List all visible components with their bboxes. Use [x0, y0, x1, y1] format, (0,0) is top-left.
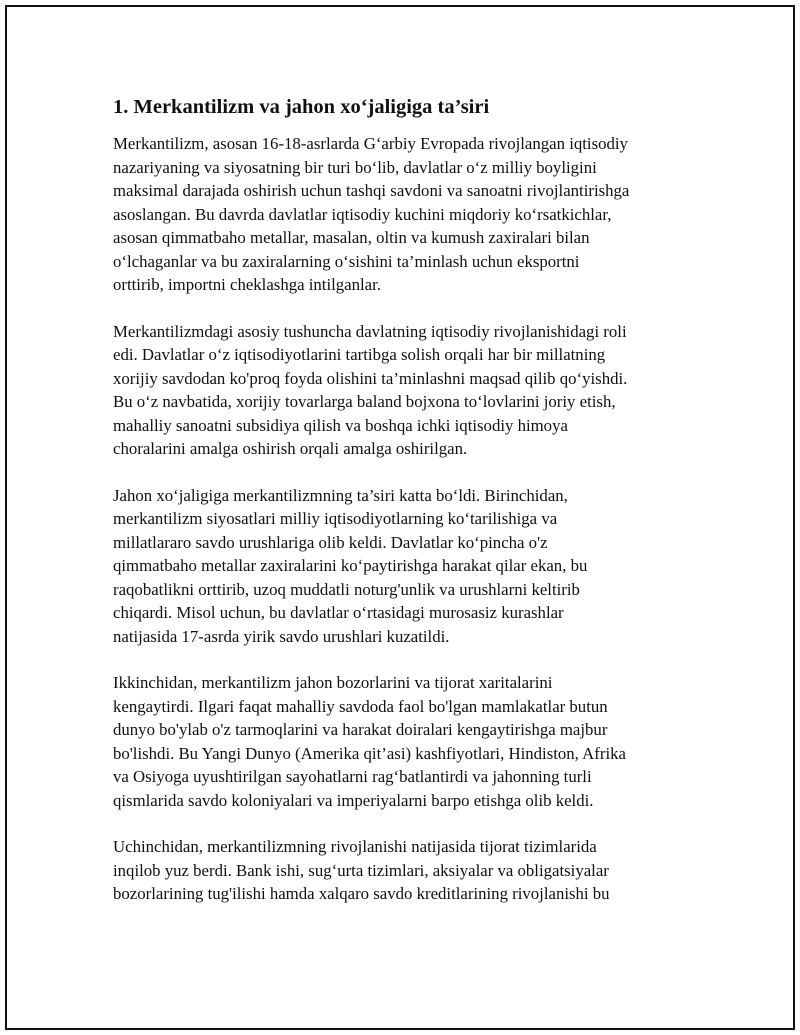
- paragraph-container: [113, 132, 713, 906]
- text-line: natijasida 17-asrda yirik savdo urushlari kuzatildi.: [113, 626, 450, 646]
- text-line: Bu o‘z navbatida, xorijiy tovarlarga baland bojxona to‘lovlarini joriy etish,: [113, 392, 616, 411]
- text-line: dunyo bo'ylab o'z tarmoqlarini va harakat doiralari kengaytirishga majbur: [113, 720, 608, 739]
- text-line: Uchinchidan, merkantilizmning rivojlanishi natijasida tijorat tizimlarida: [113, 837, 597, 856]
- text-line: Merkantilizm, asosan 16-18-asrlarda G‘arbiy Evropada rivojlangan iqtisodiy: [113, 134, 628, 153]
- text-line: chiqardi. Misol uchun, bu davlatlar o‘rtasidagi murosasiz kurashlar: [113, 603, 564, 622]
- text-line: inqilob yuz berdi. Bank ishi, sug‘urta tizimlari, aksiyalar va obligatsiyalar: [113, 860, 609, 880]
- text-line: kengaytirdi. Ilgari faqat mahalliy savdoda faol bo'lgan mamlakatlar butun: [113, 696, 608, 716]
- text-line: bozorlarining tug'ilishi hamda xalqaro savdo kreditlarining rivojlanishi bu: [113, 884, 610, 903]
- text-line: qimmatbaho metallar zaxiralarini ko‘paytirishga harakat qilar ekan, bu: [113, 556, 588, 575]
- paragraph: [113, 320, 713, 461]
- text-line: nazariyaning va siyosatning bir turi bo‘lib, davlatlar o‘z milliy boyligini: [113, 157, 597, 177]
- text-line: maksimal darajada oshirish uchun tashqi savdoni va sanoatni rivojlantirishga: [113, 181, 630, 200]
- paragraph: [113, 835, 713, 906]
- text-line: Ikkinchidan, merkantilizm jahon bozorlarini va tijorat xaritalarini: [113, 673, 553, 692]
- paragraph: [113, 671, 713, 812]
- text-line: merkantilizm siyosatlari milliy iqtisodiyotlarning ko‘tarilishiga va: [113, 509, 558, 528]
- text-line: qismlarida savdo koloniyalari va imperiyalarni barpo etishga olib keldi.: [113, 790, 594, 810]
- text-line: millatlararo savdo urushlariga olib keldi. Davlatlar ko‘pincha o'z: [113, 532, 548, 552]
- text-line: asosan qimmatbaho metallar, masalan, oltin va kumush zaxiralari bilan: [113, 228, 590, 247]
- text-line: edi. Davlatlar o‘z iqtisodiyotlarini tartibga solish orqali har bir millatning: [113, 345, 606, 364]
- text-line: mahalliy sanoatni subsidiya qilish va boshqa ichki iqtisodiy himoya: [113, 415, 568, 435]
- text-line: o‘lchaganlar va bu zaxiralarning o‘sishini ta’minlash uchun eksportni: [113, 251, 580, 271]
- text-line: bo'lishdi. Bu Yangi Dunyo (Amerika qit’asi) kashfiyotlari, Hindiston, Afrika: [113, 743, 626, 763]
- text-line: choralarini amalga oshirish orqali amalga oshirilgan.: [113, 439, 468, 458]
- text-line: xorijiy savdodan ko'proq foyda olishini ta’minlashni maqsad qilib qo‘yishdi.: [113, 368, 628, 388]
- text-line: asoslangan. Bu davrda davlatlar iqtisodiy kuchini miqdoriy ko‘rsatkichlar,: [113, 204, 612, 224]
- text-line: Merkantilizmdagi asosiy tushuncha davlatning iqtisodiy rivojlanishidagi roli: [113, 321, 627, 341]
- text-line: raqobatlikni orttirib, uzoq muddatli noturg'unlik va urushlarni keltirib: [113, 579, 580, 599]
- text-line: orttirib, importni cheklashga intilganlar.: [113, 275, 381, 294]
- section-heading: 1. Merkantilizm va jahon xo‘jaligiga ta’siri: [113, 96, 490, 118]
- text-line: Jahon xo‘jaligiga merkantilizmning ta’siri katta bo‘ldi. Birinchidan,: [113, 485, 568, 505]
- paragraph: [113, 132, 713, 297]
- paragraph: [113, 484, 713, 649]
- text-line: va Osiyoga uyushtirilgan sayohatlarni rag‘batlantirdi va jahonning turli: [113, 767, 592, 786]
- document-body: [113, 94, 713, 929]
